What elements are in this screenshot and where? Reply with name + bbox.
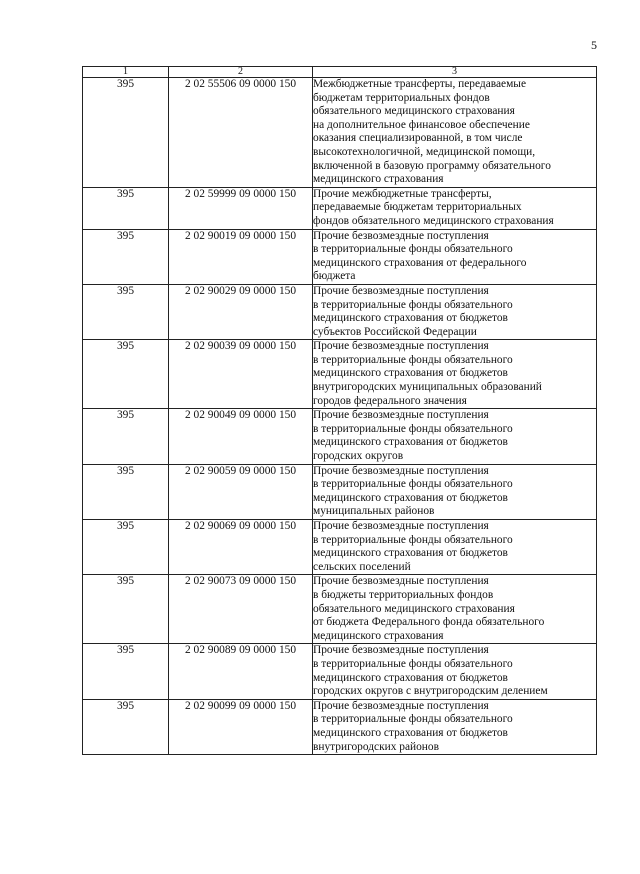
table-row — [83, 464, 597, 519]
admin-code-cell: 395 — [83, 187, 169, 229]
revenue-name-cell — [313, 464, 597, 519]
revenue-name-line: высокотехнологичной, медицинской помощи, — [313, 145, 536, 158]
revenue-name-line: медицинского страхования от бюджетов — [313, 547, 508, 560]
revenue-name-line: фондов обязательного медицинского страхования — [313, 214, 554, 227]
budget-code-cell: 2 02 90073 09 0000 150 — [169, 575, 313, 644]
revenue-name-line: Прочие безвозмездные поступления — [313, 520, 489, 532]
revenue-name-line: передаваемые бюджетам территориальных — [313, 201, 522, 214]
revenue-name-line: внутригородских районов — [313, 740, 439, 753]
budget-code-cell: 2 02 90019 09 0000 150 — [169, 229, 313, 284]
table-body — [83, 78, 597, 755]
revenue-name-line: Прочие безвозмездные поступления — [313, 340, 489, 353]
table-row — [83, 78, 597, 188]
table-row — [83, 644, 597, 699]
revenue-name-line: в территориальные фонды обязательного — [313, 298, 513, 311]
revenue-name-line: Прочие безвозмездные поступления — [313, 644, 489, 657]
revenue-name-cell — [313, 187, 597, 229]
revenue-name-line: городских округов с внутригородским делением — [313, 685, 548, 698]
revenue-name-line: медицинского страхования — [313, 173, 444, 186]
revenue-name-cell — [313, 644, 597, 699]
budget-code-cell: 2 02 59999 09 0000 150 — [169, 187, 313, 229]
column-header-2: 2 — [169, 67, 313, 78]
revenue-name-line: бюджета — [313, 270, 356, 283]
revenue-name-line: Прочие безвозмездные поступления — [313, 229, 489, 242]
admin-code-cell: 395 — [83, 340, 169, 409]
table-row — [83, 575, 597, 644]
budget-code-cell: 2 02 90069 09 0000 150 — [169, 520, 313, 575]
revenue-name-line: Прочие безвозмездные поступления — [313, 699, 489, 712]
admin-code-cell: 395 — [83, 520, 169, 575]
budget-code-cell: 2 02 90049 09 0000 150 — [169, 409, 313, 464]
revenue-name-cell — [313, 520, 597, 575]
budget-code-cell: 2 02 90089 09 0000 150 — [169, 644, 313, 699]
revenue-name-cell — [313, 78, 597, 188]
revenue-name-line: в территориальные фонды обязательного — [313, 478, 513, 491]
table-row — [83, 520, 597, 575]
revenue-name-cell — [313, 575, 597, 644]
revenue-name-line: медицинского страхования от федерального — [313, 256, 527, 269]
revenue-name-line: обязательного медицинского страхования — [313, 602, 515, 615]
revenue-name-line: сельских поселений — [313, 560, 411, 573]
revenue-name-line: Прочие межбюджетные трансферты, — [313, 187, 492, 200]
table-row — [83, 229, 597, 284]
revenue-name-line: городских округов — [313, 450, 404, 463]
revenue-name-line: в территориальные фонды обязательного — [313, 713, 513, 726]
table-row — [83, 409, 597, 464]
header-row — [83, 67, 597, 78]
revenue-codes-table — [82, 66, 597, 755]
revenue-name-line: Прочие безвозмездные поступления — [313, 284, 489, 297]
revenue-name-line: медицинского страхования — [313, 629, 444, 642]
revenue-name-line: на дополнительное финансовое обеспечение — [313, 118, 530, 131]
revenue-name-line: медицинского страхования от бюджетов — [313, 491, 508, 504]
page-number: 5 — [591, 38, 597, 52]
revenue-name-line: Прочие безвозмездные поступления — [313, 409, 489, 422]
revenue-name-line: Прочие безвозмездные поступления — [313, 464, 489, 477]
budget-code-cell: 2 02 90099 09 0000 150 — [169, 699, 313, 754]
admin-code-cell: 395 — [83, 575, 169, 644]
revenue-name-line: Межбюджетные трансферты, передаваемые — [313, 78, 527, 90]
column-header-1: 1 — [83, 67, 169, 78]
revenue-name-cell — [313, 229, 597, 284]
revenue-name-line: в территориальные фонды обязательного — [313, 422, 513, 435]
table-header — [83, 67, 597, 78]
revenue-name-line: включенной в базовую программу обязательного — [313, 159, 551, 172]
revenue-name-line: внутригородских муниципальных образований — [313, 381, 542, 394]
revenue-name-line: Прочие безвозмездные поступления — [313, 575, 489, 588]
revenue-name-line: бюджетам территориальных фондов — [313, 91, 490, 104]
table-row — [83, 187, 597, 229]
admin-code-cell: 395 — [83, 464, 169, 519]
revenue-name-line: городов федерального значения — [313, 394, 467, 407]
budget-code-cell: 2 02 90029 09 0000 150 — [169, 284, 313, 339]
revenue-name-line: медицинского страхования от бюджетов — [313, 671, 508, 684]
column-header-3: 3 — [313, 67, 597, 78]
budget-code-cell: 2 02 55506 09 0000 150 — [169, 78, 313, 188]
table-row — [83, 699, 597, 754]
revenue-name-line: медицинского страхования от бюджетов — [313, 367, 508, 380]
revenue-name-cell — [313, 699, 597, 754]
revenue-name-line: от бюджета Федерального фонда обязательного — [313, 616, 545, 629]
revenue-name-line: в территориальные фонды обязательного — [313, 243, 513, 256]
revenue-name-line: медицинского страхования от бюджетов — [313, 312, 508, 325]
admin-code-cell: 395 — [83, 229, 169, 284]
admin-code-cell: 395 — [83, 409, 169, 464]
revenue-name-line: медицинского страхования от бюджетов — [313, 726, 508, 739]
revenue-name-cell — [313, 409, 597, 464]
revenue-name-line: оказания специализированной, в том числе — [313, 132, 523, 145]
revenue-name-line: субъектов Российской Федерации — [313, 325, 477, 338]
table-row — [83, 340, 597, 409]
revenue-name-line: обязательного медицинского страхования — [313, 105, 515, 118]
revenue-name-line: медицинского страхования от бюджетов — [313, 436, 508, 449]
admin-code-cell: 395 — [83, 284, 169, 339]
admin-code-cell: 395 — [83, 78, 169, 188]
revenue-name-line: в территориальные фонды обязательного — [313, 657, 513, 670]
admin-code-cell: 395 — [83, 699, 169, 754]
table-row — [83, 284, 597, 339]
revenue-name-line: в бюджеты территориальных фондов — [313, 588, 494, 601]
revenue-name-cell — [313, 340, 597, 409]
revenue-name-line: в территориальные фонды обязательного — [313, 353, 513, 366]
admin-code-cell: 395 — [83, 644, 169, 699]
budget-code-cell: 2 02 90039 09 0000 150 — [169, 340, 313, 409]
revenue-name-cell — [313, 284, 597, 339]
budget-code-cell: 2 02 90059 09 0000 150 — [169, 464, 313, 519]
revenue-name-line: в территориальные фонды обязательного — [313, 533, 513, 546]
revenue-name-line: муниципальных районов — [313, 505, 435, 518]
